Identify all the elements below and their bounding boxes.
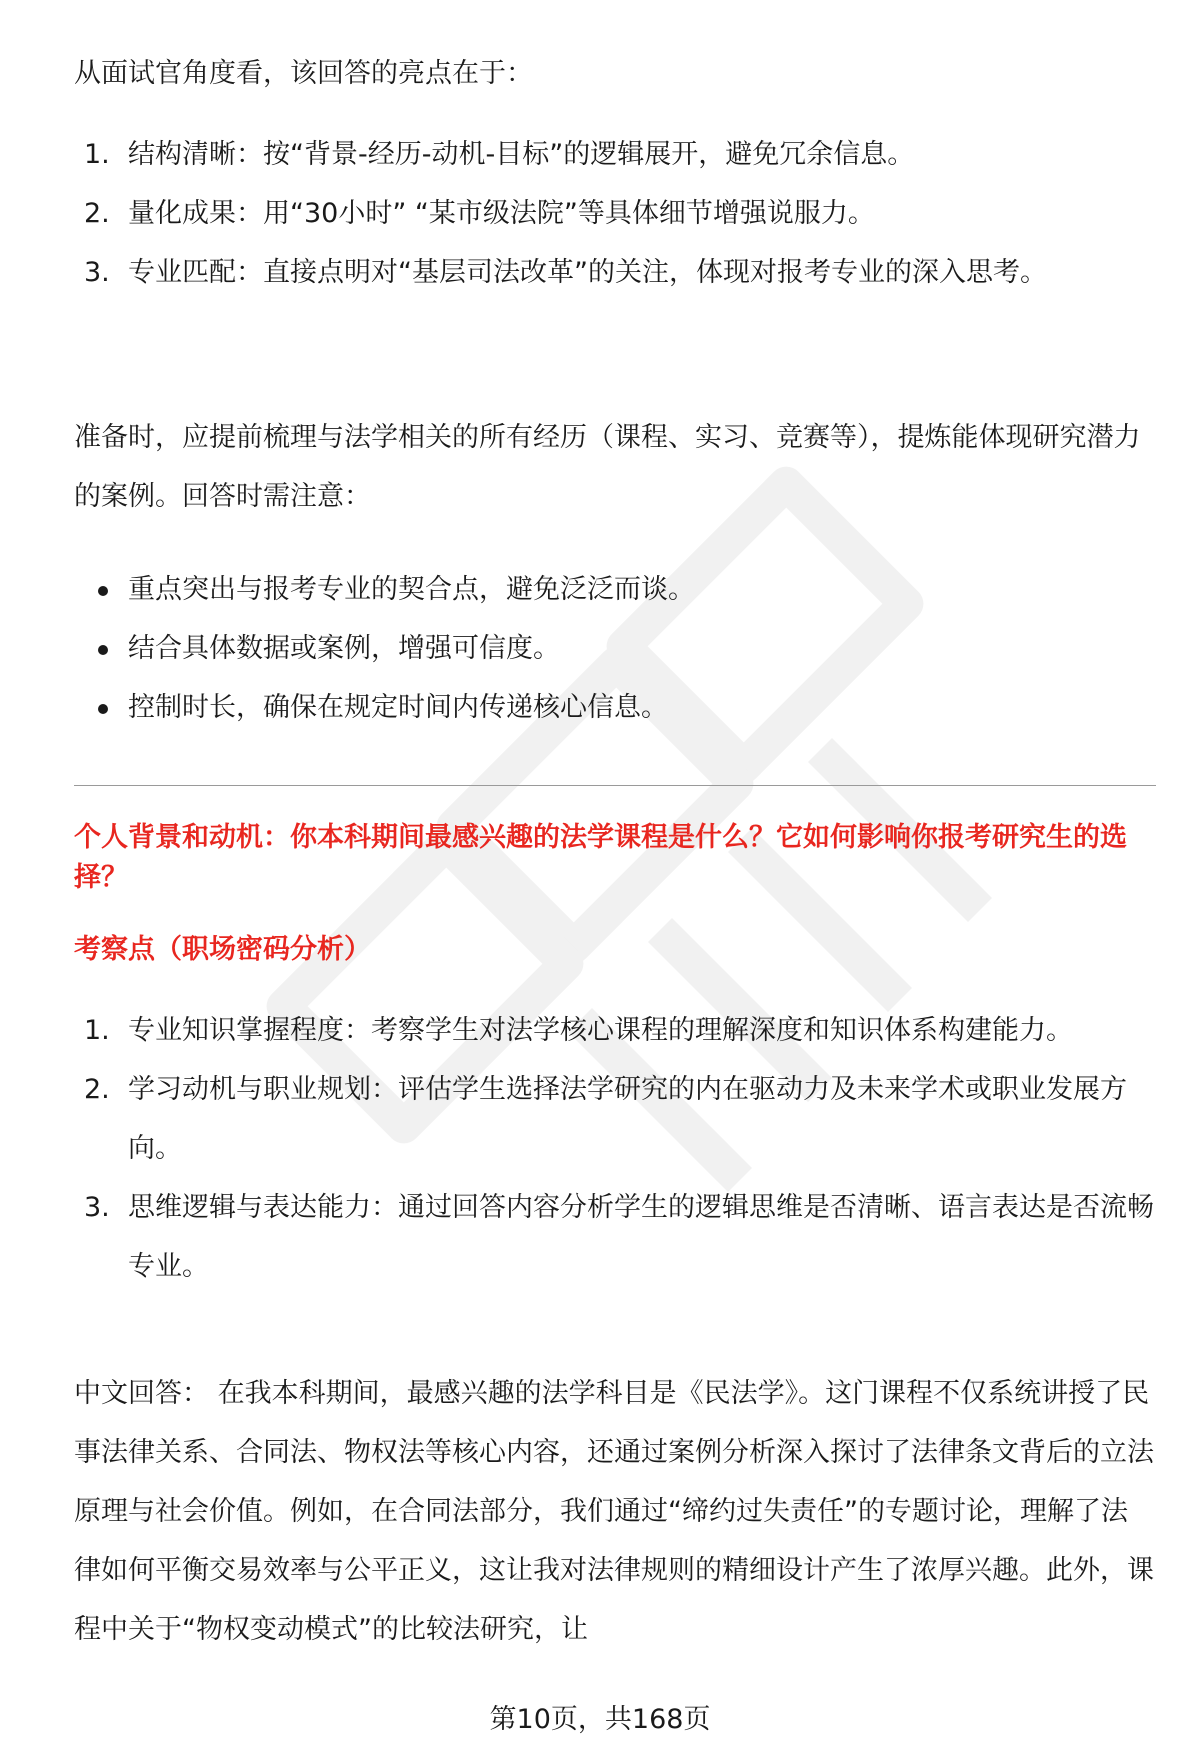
list-item: [74, 1060, 1154, 1178]
assessment-points-list: [74, 1001, 1154, 1296]
list-item-text: 专业匹配：直接点明对“基层司法改革”的关注，体现对报考专业的深入思考。: [128, 257, 1047, 288]
list-item-text: 学习动机与职业规划：评估学生选择法学研究的内在驱动力及未来学术或职业发展方向。: [128, 1074, 1127, 1164]
bullet-icon: [98, 645, 108, 655]
prep-paragraph: 准备时，应提前梳理与法学相关的所有经历（课程、实习、竞赛等），提炼能体现研究潜力的案例。回答时需注意：: [74, 422, 1141, 512]
list-item: [74, 1001, 1154, 1060]
list-item: [74, 243, 1154, 302]
list-number: 1.: [84, 1015, 110, 1046]
highlights-list: [74, 125, 1154, 302]
list-item-text: 思维逻辑与表达能力：通过回答内容分析学生的逻辑思维是否清晰、语言表达是否流畅专业。: [128, 1192, 1154, 1282]
list-number: 2.: [84, 198, 110, 229]
list-item: [74, 560, 1154, 619]
list-item: [74, 619, 1154, 678]
bullet-icon: [98, 704, 108, 714]
question-title: 个人背景和动机：你本科期间最感兴趣的法学课程是什么？它如何影响你报考研究生的选择？: [74, 822, 1127, 893]
page-footer: 第10页，共168页: [489, 1704, 711, 1735]
list-item: [74, 125, 1154, 184]
list-item-text: 结合具体数据或案例，增强可信度。: [128, 633, 560, 664]
tips-list: [74, 560, 1154, 737]
bullet-icon: [98, 586, 108, 596]
list-item: [74, 184, 1154, 243]
answer-paragraph: 中文回答： 在我本科期间，最感兴趣的法学科目是《民法学》。这门课程不仅系统讲授了民事法律关系、合同法、物权法等核心内容，还通过案例分析深入探讨了法律条文背后的立法原理与社会价值。例如，在合同法部分，我们通过“缔约过失责任”的专题讨论，理解了法律如何平衡交易效率与公平正义，这让我对法律规则的精细设计产生了浓厚兴趣。此外，课程中关于“物权变动模式”的比较法研究，让: [74, 1378, 1154, 1645]
list-item-text: 专业知识掌握程度：考察学生对法学核心课程的理解深度和知识体系构建能力。: [128, 1015, 1073, 1046]
section-divider: [74, 785, 1156, 786]
list-number: 2.: [84, 1074, 110, 1105]
list-item: [74, 678, 1154, 737]
list-item: [74, 1178, 1154, 1296]
intro-line: 从面试官角度看，该回答的亮点在于：: [74, 58, 533, 89]
question-subtitle: 考察点（职场密码分析）: [74, 934, 371, 965]
list-number: 3.: [84, 1192, 110, 1223]
list-item-text: 结构清晰：按“背景-经历-动机-目标”的逻辑展开，避免冗余信息。: [128, 139, 915, 170]
list-number: 1.: [84, 139, 110, 170]
list-number: 3.: [84, 257, 110, 288]
list-item-text: 控制时长，确保在规定时间内传递核心信息。: [128, 692, 668, 723]
list-item-text: 量化成果：用“30小时” “某市级法院”等具体细节增强说服力。: [128, 198, 875, 229]
list-item-text: 重点突出与报考专业的契合点，避免泛泛而谈。: [128, 574, 695, 605]
